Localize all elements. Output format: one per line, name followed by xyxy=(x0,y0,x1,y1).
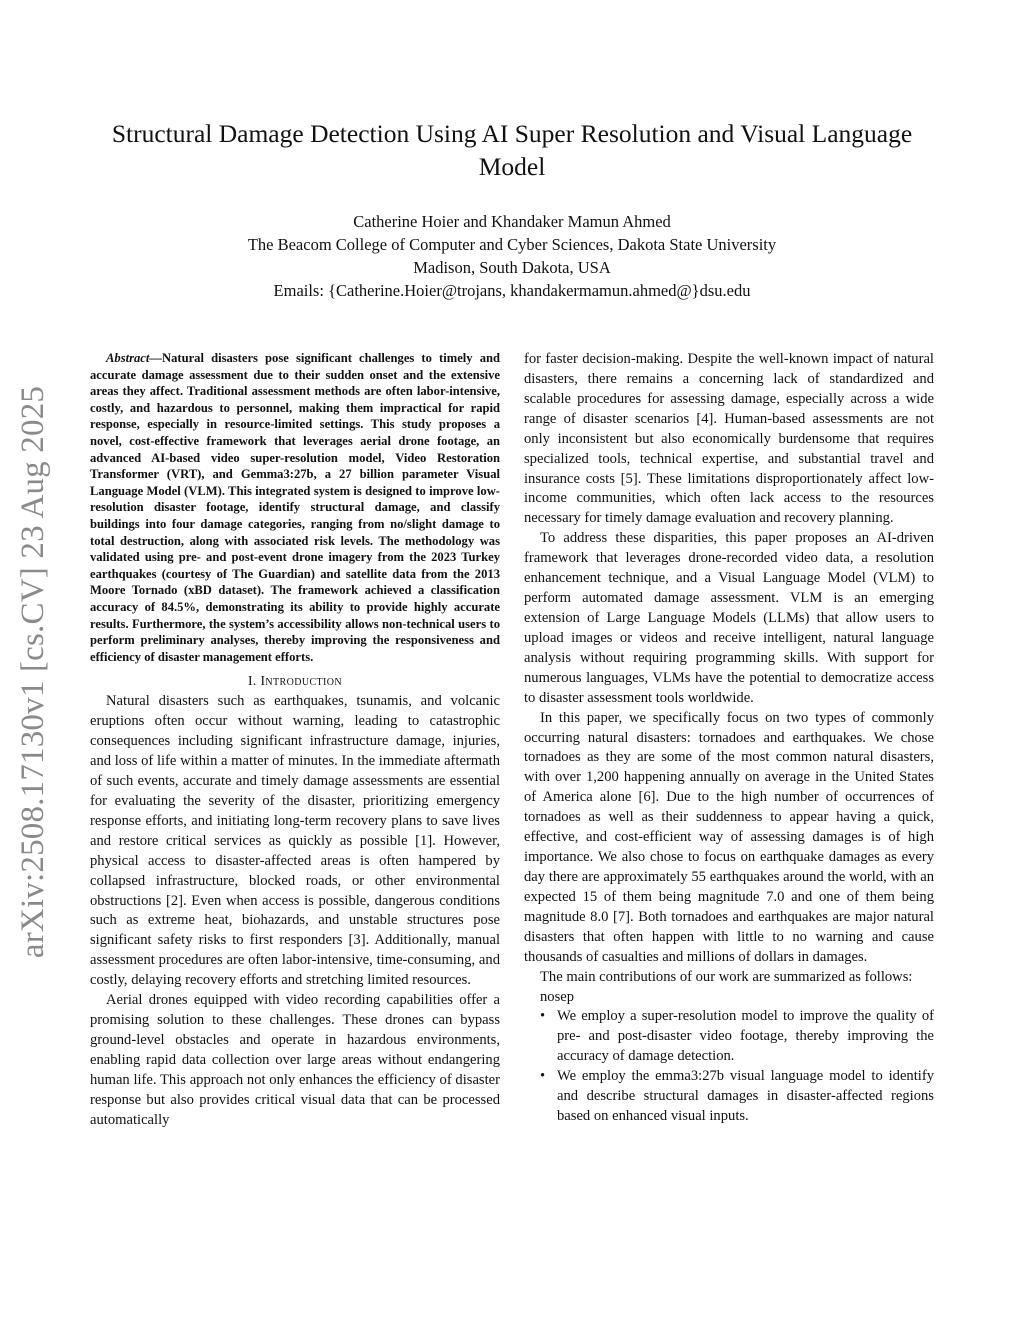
abstract-label: Abstract— xyxy=(106,351,162,365)
paper-title: Structural Damage Detection Using AI Super Resolution and Visual Language Model xyxy=(111,119,913,181)
intro-paragraph-1: Natural disasters such as earthquakes, tsunamis, and volcanic eruptions often occur without warning, leading to catastrophic consequences including significant infrastructure damage, injuries, and loss of life within a matter of minutes. In the immediate aftermath of such events, accurate and timely damage assessments are essential for evaluating the severity of the disaster, prioritizing emergency response efforts, and initiating long-term recovery plans to save lives and restore critical services as quickly as possible [1]. However, physical access to disaster-affected areas is often hampered by collapsed infrastructure, blocked roads, or other environmental obstructions [2]. Even when access is possible, dangerous conditions such as extreme heat, biohazards, and unstable structures pose significant safety risks to first responders [3]. Additionally, manual assessment procedures are often labor-intensive, time-consuming, and costly, delaying recovery efforts and stretching limited resources. xyxy=(90,693,500,989)
bullet-icon: • xyxy=(540,1068,546,1085)
intro-paragraph-4: To address these disparities, this paper proposes an AI-driven framework that leverages drone-recorded video data, a resolution enhancement technique, and a Visual Language Model (VLM) to perform automated damage assessment. VLM is an emerging extension of Large Language Models (LLMs) that allow users to upload images or videos and receive intelligent, natural language analysis without requiring programming skills. With support for numerous languages, VLMs have the potential to democratize access to disaster assessment tools worldwide. xyxy=(524,530,934,706)
intro-paragraph-6: The main contributions of our work are summarized as follows: xyxy=(540,968,913,985)
section-heading-introduction: I. Introduction xyxy=(247,673,343,689)
nosep-label: nosep xyxy=(540,988,575,1005)
bullet-icon: • xyxy=(540,1008,546,1025)
list-item xyxy=(524,1007,934,1067)
intro-paragraph-5: In this paper, we specifically focus on two types of commonly occurring natural disasters: tornadoes and earthquakes. We chose tornadoes as they are some of the most common natural disasters, with over 1,200 happening annually on average in the United States of America alone [6]. Due to the high number of occurrences of tornadoes as well as their suddenness to appear having a quick, effective, and cost-efficient way of assessing damages is of high importance. We also chose to focus on earthquake damages as every day there are approximately 55 earthquakes around the world, with an expected 15 of them being magnitude 7.0 and one of them being magnitude 8.0 [7]. Both tornadoes and earthquakes are major natural disasters that often happen with little to no warning and cause thousands of casualties and millions of dollars in damages. xyxy=(524,709,934,965)
arxiv-identifier[interactable]: arXiv:2508.17130v1 [cs.CV] 23 Aug 2025 xyxy=(15,385,51,959)
left-column xyxy=(90,350,500,1131)
contributions-list xyxy=(524,1007,934,1127)
intro-paragraph-2: Aerial drones equipped with video recording capabilities offer a promising solution to these challenges. These drones can bypass ground-level obstacles and operate in hazardous environments, enabling rapid data collection over large areas without endangering human life. This approach not only enhances the efficiency of disaster response but also provides critical visual data that can be processed automatically xyxy=(90,992,500,1128)
abstract-text: Natural disasters pose significant challenges to timely and accurate damage assessment due to their sudden onset and the extensive areas they affect. Traditional assessment methods are often labor-intensive, costly, and hazardous to personnel, making them impractical for rapid response, especially in resource-limited settings. This study proposes a novel, cost-effective framework that leverages aerial drone footage, an advanced AI-based video super-resolution model, Video Restoration Transformer (VRT), and Gemma3:27b, a 27 billion parameter Visual Language Model (VLM). This integrated system is designed to improve low-resolution disaster footage, identify structural damage, and classify buildings into four damage categories, ranging from no/slight damage to total destruction, along with associated risk levels. The methodology was validated using pre- and post-event drone imagery from the 2023 Turkey earthquakes (courtesy of The Guardian) and satellite data from the 2013 Moore Tornado (xBD dataset). The framework achieved a classification accuracy of 84.5%, demonstrating its ability to provide highly accurate results. Furthermore, the system’s accessibility allows non-technical users to perform preliminary analyses, thereby improving the responsiveness and efficiency of disaster management efforts. xyxy=(90,351,500,664)
author-emails: Emails: {Catherine.Hoier@trojans, khandakermamun.ahmed@}dsu.edu xyxy=(273,281,751,300)
author-affiliation: The Beacom College of Computer and Cyber Sciences, Dakota State University xyxy=(247,235,777,254)
author-location: Madison, South Dakota, USA xyxy=(413,258,611,277)
author-names: Catherine Hoier and Khandaker Mamun Ahmed xyxy=(353,212,671,231)
list-item xyxy=(524,1067,934,1127)
author-block xyxy=(100,210,924,302)
contribution-text: We employ a super-resolution model to improve the quality of pre- and post-disaster video footage, thereby improving the accuracy of damage detection. xyxy=(557,1008,934,1065)
right-column xyxy=(524,350,934,1127)
intro-paragraph-3: for faster decision-making. Despite the well-known impact of natural disasters, there remains a concerning lack of standardized and scalable procedures for assessing damage, especially across a wide range of disaster scenarios [4]. Human-based assessments are not only inconsistent but also economically burdensome that requires specialized tools, technical expertise, and substantial travel and insurance costs [5]. These limitations disproportionately affect low-income communities, which often lack access to the resources necessary for timely damage evaluation and recovery planning. xyxy=(524,351,934,527)
abstract xyxy=(90,350,500,665)
contribution-text: We employ the emma3:27b visual language model to identify and describe structural damages in disaster-affected regions based on enhanced visual inputs. xyxy=(557,1068,934,1125)
